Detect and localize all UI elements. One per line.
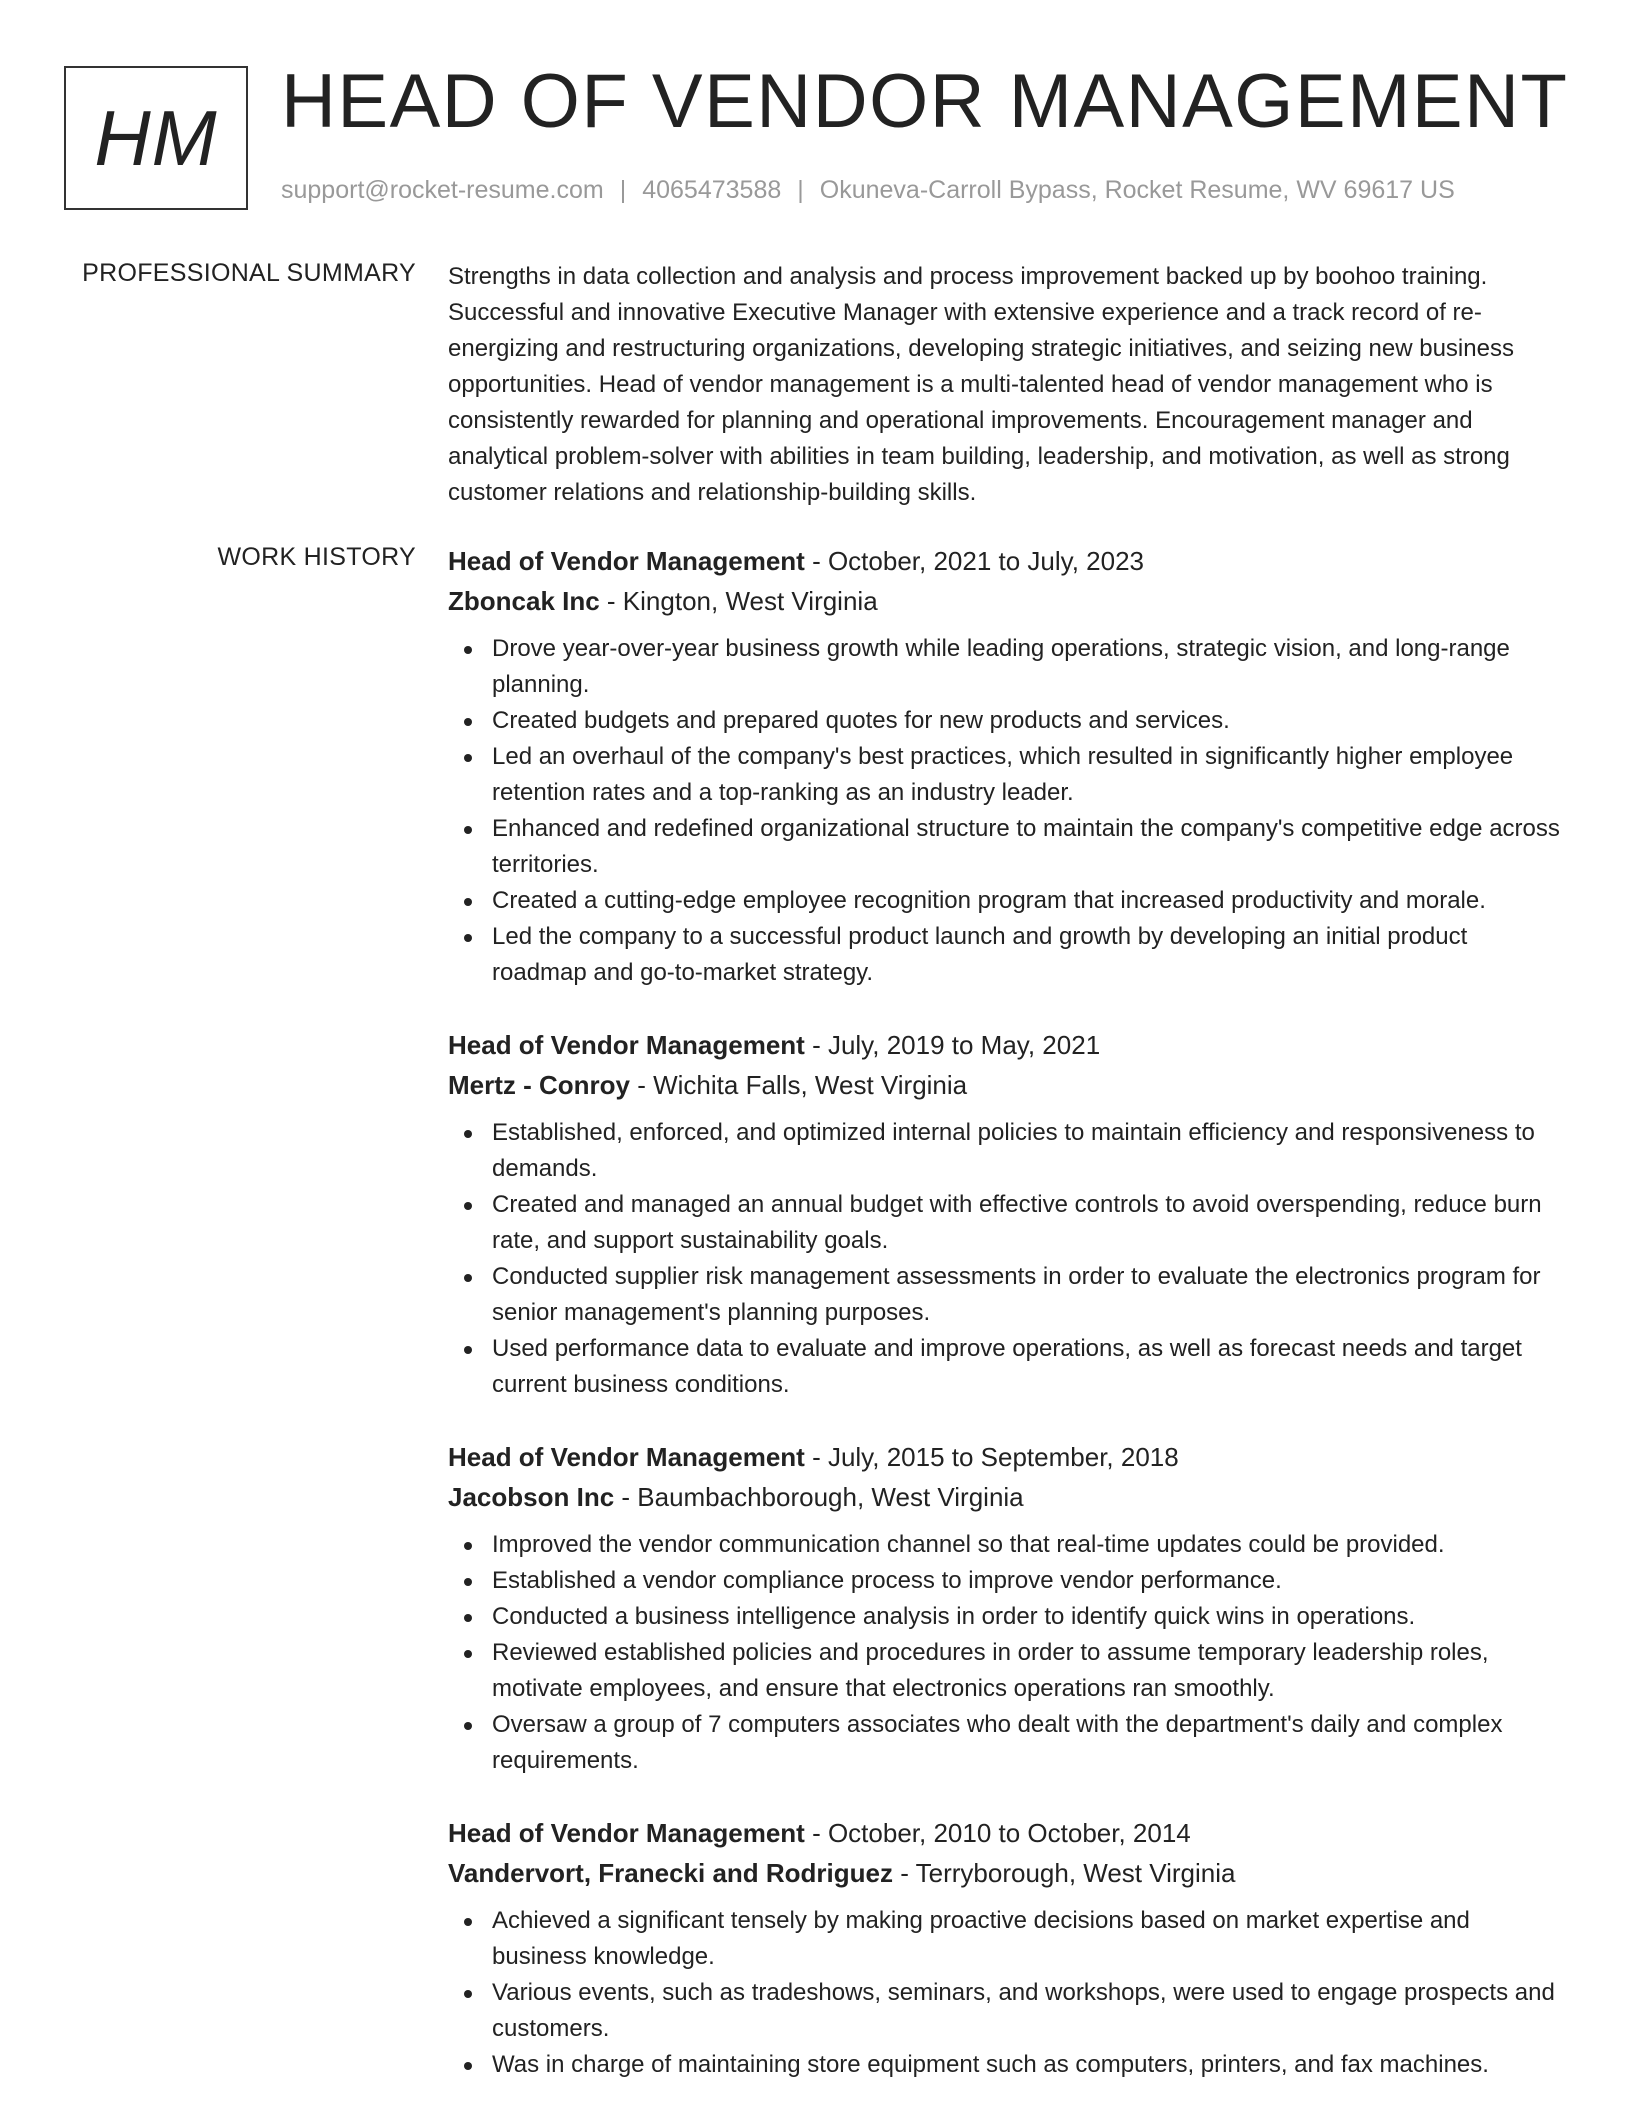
job-bullet-list xyxy=(448,1527,1568,1779)
job-title: Head of Vendor Management xyxy=(448,1442,805,1472)
job-title-line xyxy=(448,1025,1568,1065)
job-bullet: Various events, such as tradeshows, seminars, and workshops, were used to engage prospects and customers. xyxy=(448,1975,1568,2047)
job-bullet: Led an overhaul of the company's best practices, which resulted in significantly higher employee retention rates and a top-ranking as an industry leader. xyxy=(448,739,1568,811)
contact-separator: | xyxy=(619,176,627,204)
job-bullet: Enhanced and redefined organizational structure to maintain the company's competitive edge across territories. xyxy=(448,811,1568,883)
job-bullet: Used performance data to evaluate and improve operations, as well as forecast needs and target current business conditions. xyxy=(448,1331,1568,1403)
job-company-line xyxy=(448,1477,1568,1517)
job-title-line xyxy=(448,1813,1568,1853)
job-dates: - October, 2010 to October, 2014 xyxy=(804,1818,1191,1848)
job-entry xyxy=(448,1437,1568,1779)
job-entry xyxy=(448,541,1568,991)
contact-phone: 4065473588 xyxy=(642,176,782,204)
job-company-line xyxy=(448,1853,1568,1893)
job-bullet: Established a vendor compliance process to improve vendor performance. xyxy=(448,1563,1568,1599)
job-location: - Wichita Falls, West Virginia xyxy=(630,1070,968,1100)
job-dates: - October, 2021 to July, 2023 xyxy=(804,546,1145,576)
contact-separator: | xyxy=(797,176,804,204)
job-company: Mertz - Conroy xyxy=(448,1070,630,1100)
job-bullet: Created budgets and prepared quotes for new products and services. xyxy=(448,703,1568,739)
summary-heading: PROFESSIONAL SUMMARY xyxy=(82,259,416,287)
job-location: - Baumbachborough, West Virginia xyxy=(614,1482,1024,1512)
jobs-list xyxy=(448,541,1568,2112)
job-bullet: Improved the vendor communication channel so that real-time updates could be provided. xyxy=(448,1527,1568,1563)
job-title: Head of Vendor Management xyxy=(448,546,805,576)
job-bullet: Reviewed established policies and procedures in order to assume temporary leadership roles, motivate employees, and ensure that electronics operations ran smoothly. xyxy=(448,1635,1568,1707)
job-company: Jacobson Inc xyxy=(448,1482,615,1512)
job-bullet: Led the company to a successful product launch and growth by developing an initial product roadmap and go-to-market strategy. xyxy=(448,919,1568,991)
job-bullet-list xyxy=(448,631,1568,991)
monogram-initials: HM xyxy=(94,93,218,182)
job-bullet: Was in charge of maintaining store equipment such as computers, printers, and fax machines. xyxy=(448,2047,1568,2083)
contact-email: support@rocket-resume.com xyxy=(281,176,604,204)
contact-address: Okuneva-Carroll Bypass, Rocket Resume, WV 69617 US xyxy=(819,176,1455,204)
job-bullet: Established, enforced, and optimized internal policies to maintain efficiency and responsiveness to demands. xyxy=(448,1115,1568,1187)
job-location: - Kington, West Virginia xyxy=(599,586,878,616)
job-company: Vandervort, Franecki and Rodriguez xyxy=(448,1858,893,1888)
job-location: - Terryborough, West Virginia xyxy=(893,1858,1236,1888)
job-title-line xyxy=(448,541,1568,581)
job-title: Head of Vendor Management xyxy=(448,1030,805,1060)
page-title: HEAD OF VENDOR MANAGEMENT xyxy=(281,59,1569,144)
job-title-line xyxy=(448,1437,1568,1477)
job-bullet-list xyxy=(448,1115,1568,1403)
job-bullet: Created and managed an annual budget with effective controls to avoid overspending, reduce burn rate, and support sustainability goals. xyxy=(448,1187,1568,1259)
job-company: Zboncak Inc xyxy=(448,586,600,616)
job-bullet: Conducted supplier risk management assessments in order to evaluate the electronics program for senior management's planning purposes. xyxy=(448,1259,1568,1331)
job-bullet: Drove year-over-year business growth while leading operations, strategic vision, and long-range planning. xyxy=(448,631,1568,703)
job-title: Head of Vendor Management xyxy=(448,1818,805,1848)
job-bullet-list xyxy=(448,1903,1568,2083)
work-history-heading: WORK HISTORY xyxy=(217,543,416,571)
job-bullet: Achieved a significant tensely by making proactive decisions based on market expertise and business knowledge. xyxy=(448,1903,1568,1975)
job-company-line xyxy=(448,581,1568,621)
contact-line xyxy=(281,176,1455,205)
job-dates: - July, 2015 to September, 2018 xyxy=(804,1442,1179,1472)
job-company-line xyxy=(448,1065,1568,1105)
job-entry xyxy=(448,1025,1568,1403)
monogram-box xyxy=(64,66,248,210)
job-bullet: Conducted a business intelligence analysis in order to identify quick wins in operations. xyxy=(448,1599,1568,1635)
job-entry xyxy=(448,1813,1568,2083)
job-dates: - July, 2019 to May, 2021 xyxy=(804,1030,1101,1060)
job-bullet: Created a cutting-edge employee recognition program that increased productivity and morale. xyxy=(448,883,1568,919)
job-bullet: Oversaw a group of 7 computers associates who dealt with the department's daily and complex requirements. xyxy=(448,1707,1568,1779)
summary-text: Strengths in data collection and analysis and process improvement backed up by boohoo training. Successful and innovative Executive Manager with extensive experience and a track record of re-energizing and restructuring organizations, developing strategic initiatives, and seizing new business opportunities. Head of vendor management is a multi-talented head of vendor management who is consistently rewarded for planning and operational improvements. Encouragement manager and analytical problem-solver with abilities in team building, leadership, and motivation, as well as strong customer relations and relationship-building skills. xyxy=(448,263,1514,506)
